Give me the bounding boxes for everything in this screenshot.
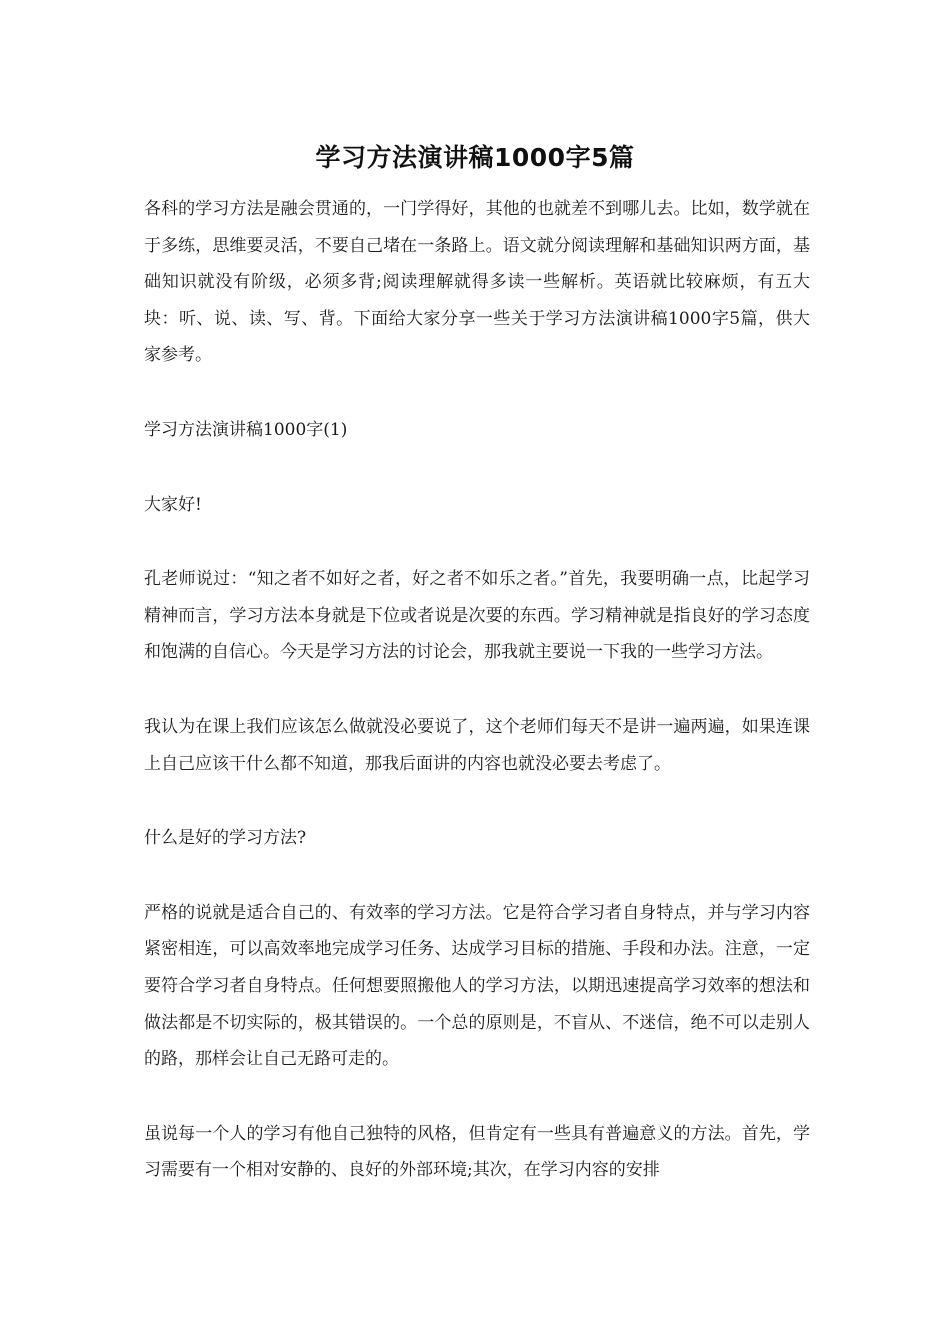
body-paragraph: 孔老师说过：“知之者不如好之者，好之者不如乐之者。”首先，我要明确一点，比起学习精神而言，学习方法本身就是下位或者说是次要的东西。学习精神就是指良好的学习态度和饱满的自信心。今天是学习方法的讨论会，那我就主要说一下我的一些学习方法。 [144, 569, 810, 663]
document-title: 学习方法演讲稿1000字5篇 [315, 143, 635, 172]
body-paragraph: 我认为在课上我们应该怎么做就没必要说了，这个老师们每天不是讲一遍两遍，如果连课上自己应该干什么都不知道，那我后面讲的内容也就没必要去考虑了。 [144, 716, 810, 774]
intro-paragraph: 各科的学习方法是融会贯通的，一门学得好，其他的也就差不到哪儿去。比如，数学就在于多练，思维要灵活，不要自己堵在一条路上。语文就分阅读理解和基础知识两方面，基础知识就没有阶级，必须多背;阅读理解就得多读一些解析。英语就比较麻烦，有五大块：听、说、读、写、背。下面给大家分享一些关于学习方法演讲稿1000字5篇，供大家参考。 [144, 199, 810, 366]
body-paragraph: 虽说每一个人的学习有他自己独特的风格，但肯定有一些具有普遍意义的方法。首先，学习需要有一个相对安静的、良好的外部环境;其次，在学习内容的安排 [144, 1123, 810, 1181]
section-heading: 学习方法演讲稿1000字(1) [144, 419, 348, 440]
greeting-paragraph: 大家好! [144, 494, 202, 515]
body-paragraph: 严格的说就是适合自己的、有效率的学习方法。它是符合学习者自身特点，并与学习内容紧密相连，可以高效率地完成学习任务、达成学习目标的措施、手段和办法。注意，一定要符合学习者自身特点。任何想要照搬他人的学习方法，以期迅速提高学习效率的想法和做法都是不切实际的，极其错误的。一个总的原则是，不盲从、不迷信，绝不可以走别人的路，那样会让自己无路可走的。 [144, 902, 810, 1070]
document-body [144, 191, 810, 1189]
question-paragraph: 什么是好的学习方法? [144, 828, 307, 849]
